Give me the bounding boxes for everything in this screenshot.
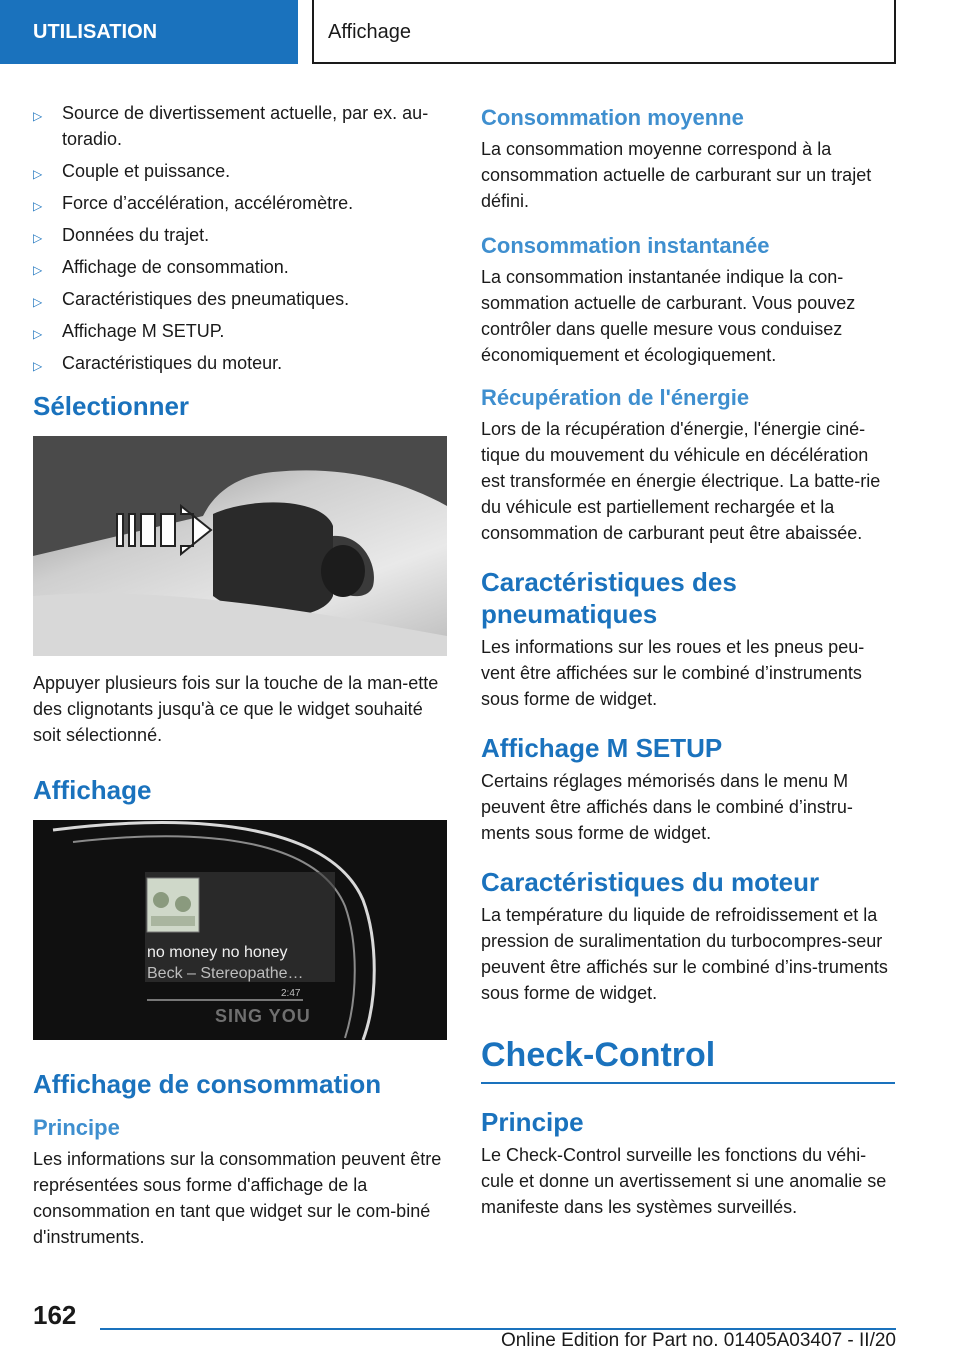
list-item: ▷ Caractéristiques du moteur. (33, 350, 447, 376)
triangle-bullet-icon: ▷ (33, 295, 43, 309)
stalk-illustration (33, 436, 447, 656)
energy-recovery-text: Lors de la récupération d'énergie, l'énergie ciné-tique du mouvement du véhicule en décélération est transformée en énergie électrique. La batte-rie du véhicule est partiellement rechargée et la consommation de carburant peut être abaissée. (481, 419, 881, 543)
list-item: ▷ Affichage M SETUP. (33, 318, 447, 344)
display-heading: Affichage (33, 775, 152, 805)
cc-principle-heading: Principe (481, 1107, 584, 1137)
cover-text: SING YOU (215, 1006, 311, 1026)
list-item: ▷ Force d’accélération, accéléromètre. (33, 190, 447, 216)
engine-text: La température du liquide de refroidissement et la pression de suralimentation du turbocompres-seur peuvent être affichés sur le combiné d’ins-truments sous forme de widget. (481, 905, 888, 1003)
list-item: ▷ Source de divertissement actuelle, par ex. au-toradio. (33, 103, 429, 149)
inst-consumption-text: La consommation instantanée indique la con-sommation actuelle de carburant. Vous pouvez contrôler dans quelle mesure vous conduisez économiquement et écologiquement. (481, 267, 856, 365)
triangle-bullet-icon: ▷ (33, 199, 43, 213)
msetup-heading: Affichage M SETUP (481, 733, 723, 763)
instrument-display-image (33, 820, 447, 1040)
tyre-text: Les informations sur les roues et les pneus peu-vent être affichées sur le combiné d’instruments sous forme de widget. (481, 637, 865, 709)
section-tab: UTILISATION (0, 0, 298, 64)
triangle-bullet-icon: ▷ (33, 109, 43, 123)
cc-principle-text: Le Check-Control surveille les fonctions du véhi-cule et donne un avertissement si une anomalie se manifeste dans les systèmes surveillés. (481, 1145, 887, 1217)
avg-consumption-text: La consommation moyenne correspond à la consommation actuelle de carburant sur un trajet défini. (481, 139, 872, 211)
widget-list (33, 100, 447, 376)
list-item: ▷ Affichage de consommation. (33, 254, 447, 280)
engine-heading: Caractéristiques du moteur (481, 867, 820, 897)
energy-recovery-heading: Récupération de l'énergie (481, 385, 750, 410)
inst-consumption-heading: Consommation instantanée (481, 233, 770, 258)
list-item: ▷ Couple et puissance. (33, 158, 447, 184)
triangle-bullet-icon: ▷ (33, 167, 43, 181)
check-control-heading: Check-Control (481, 1036, 716, 1074)
triangle-bullet-icon: ▷ (33, 263, 43, 277)
song-title: no money no honey (147, 944, 288, 961)
principle-text: Les informations sur la consommation peuvent être représentées sous forme d'affichage de la consommation en tant que widget sur le com-biné d'instruments. (33, 1149, 442, 1247)
principle-heading: Principe (33, 1115, 120, 1140)
triangle-bullet-icon: ▷ (33, 327, 43, 341)
select-heading: Sélectionner (33, 391, 190, 421)
triangle-bullet-icon: ▷ (33, 231, 43, 245)
select-text: Appuyer plusieurs fois sur la touche de la man-ette des clignotants jusqu'à ce que le widget souhaité soit sélectionné. (33, 673, 439, 745)
triangle-bullet-icon: ▷ (33, 359, 43, 373)
song-time: 2:47 (281, 988, 301, 999)
avg-consumption-heading: Consommation moyenne (481, 105, 744, 130)
page-number: 162 (33, 1300, 77, 1330)
msetup-text: Certains réglages mémorisés dans le menu M peuvent être affichés dans le combiné d’instru-ments sous forme de widget. (481, 771, 853, 843)
list-item: ▷ Données du trajet. (33, 222, 447, 248)
right-column (481, 100, 895, 1220)
left-column (33, 100, 447, 1250)
tyre-heading: Caractéristiques des pneumatiques (481, 567, 737, 629)
turn-signal-stalk-image (33, 436, 447, 656)
song-artist: Beck – Stereopathe… (147, 965, 304, 982)
consumption-heading: Affichage de consommation (33, 1069, 382, 1099)
edition-footer: Online Edition for Part no. 01405A03407 - II/20 (500, 1330, 896, 1351)
chapter-tab: Affichage (312, 0, 896, 64)
check-control-divider (481, 1082, 895, 1084)
list-item: ▷ Caractéristiques des pneumatiques. (33, 286, 447, 312)
